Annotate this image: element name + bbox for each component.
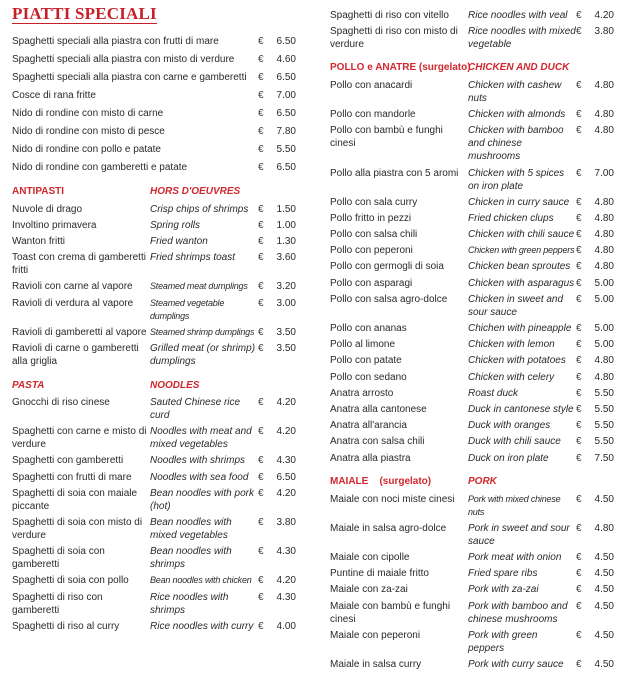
item-name-italian: Nuvole di drago — [12, 203, 83, 215]
item-name-english: Noodles with shrimps — [150, 455, 246, 467]
menu-item — [330, 566, 612, 582]
right-column — [330, 0, 612, 682]
section-title-english: CHICKEN AND DUCK — [468, 62, 570, 74]
item-name-italian: Wanton fritti — [12, 235, 65, 247]
item-name-italian: Ravioli con carne al vapore — [12, 281, 133, 293]
item-price: 6.50 — [276, 107, 296, 119]
item-name-italian: Pollo con salsa agro-dolce — [330, 293, 448, 305]
menu-item — [330, 582, 612, 598]
menu-item — [12, 573, 297, 589]
menu-item — [12, 201, 297, 217]
menu-item — [12, 469, 297, 485]
menu-item — [12, 217, 297, 233]
item-price: 4.20 — [276, 397, 296, 409]
item-name-english: Pork with mixed chinese nuts — [468, 493, 561, 517]
item-name-italian: Pollo con ananas — [330, 323, 407, 335]
item-name-english: Fried shrimps toast — [150, 252, 236, 264]
currency-symbol: € — [258, 71, 264, 83]
currency-symbol: € — [576, 261, 582, 273]
item-name-italian: Pollo con patate — [330, 355, 402, 367]
item-name-english: Pork meat with onion — [468, 552, 562, 564]
menu-section — [330, 61, 612, 466]
item-price: 6.50 — [276, 71, 296, 83]
section-title-english: NOODLES — [150, 379, 200, 391]
currency-symbol: € — [576, 493, 582, 505]
item-name-english: Chicken with bamboo and chinese mushrooms — [468, 125, 564, 163]
currency-symbol: € — [576, 420, 582, 432]
section-title-italian: PASTA — [12, 379, 45, 391]
currency-symbol: € — [576, 245, 582, 257]
menu-section — [12, 32, 297, 176]
item-price: 4.80 — [594, 109, 614, 121]
menu-item — [330, 194, 612, 210]
item-name-italian: Ravioli di verdura al vapore — [12, 297, 134, 309]
item-price: 1.30 — [276, 235, 296, 247]
currency-symbol: € — [258, 203, 264, 215]
currency-symbol: € — [258, 620, 264, 632]
menu-item — [12, 122, 297, 140]
menu-section — [12, 185, 297, 370]
item-name-english: Chicken with potatoes — [468, 355, 566, 367]
item-price: 6.50 — [276, 35, 296, 47]
currency-symbol: € — [258, 297, 264, 309]
currency-symbol: € — [258, 53, 264, 65]
left-column — [12, 0, 297, 643]
item-name-italian: Pollo fritto in pezzi — [330, 212, 412, 224]
item-name-english: Noodles with meat and mixed vegetables — [150, 426, 252, 451]
item-name-italian: Maiale con bambù e funghi cinesi — [330, 600, 451, 625]
item-name-italian: Ravioli di gamberetti al vapore — [12, 326, 147, 338]
item-name-english: Steamed vegetable dumplings — [150, 297, 225, 321]
item-name-italian: Gnocchi di riso cinese — [12, 397, 110, 409]
item-price: 5.00 — [594, 339, 614, 351]
currency-symbol: € — [576, 629, 582, 641]
item-price: 4.60 — [276, 53, 296, 65]
item-name-english: Noodles with sea food — [150, 471, 249, 483]
menu-item — [330, 7, 612, 23]
menu-item — [12, 395, 297, 424]
menu-item — [330, 123, 612, 165]
item-name-english: Pork with green peppers — [468, 629, 538, 654]
menu-item — [330, 353, 612, 369]
item-price: 4.30 — [276, 455, 296, 467]
currency-symbol: € — [576, 552, 582, 564]
menu-item — [330, 23, 612, 52]
currency-symbol: € — [576, 79, 582, 91]
currency-symbol: € — [258, 591, 264, 603]
section-header — [12, 185, 297, 198]
item-name-english: Pork in sweet and sour sauce — [468, 522, 570, 547]
item-name-english: Duck with chili sauce — [468, 436, 561, 448]
currency-symbol: € — [576, 323, 582, 335]
menu-item — [330, 320, 612, 336]
item-name-english: Chicken bean sproutes — [468, 261, 571, 273]
menu-item — [12, 104, 297, 122]
menu-item — [12, 340, 297, 369]
item-name-english: Fried spare ribs — [468, 568, 538, 580]
item-name-italian: Pollo con anacardi — [330, 79, 413, 91]
item-price: 4.30 — [276, 546, 296, 558]
item-name-italian: Spaghetti di riso al curry — [12, 620, 120, 632]
menu-item — [330, 450, 612, 466]
menu-item — [12, 485, 297, 514]
item-name-italian: Maiale con cipolle — [330, 552, 410, 564]
item-name-italian: Pollo con peperoni — [330, 245, 413, 257]
item-name-english: Fried chicken clups — [468, 212, 554, 224]
item-name-english: Fried wanton — [150, 235, 208, 247]
item-price: 7.80 — [276, 125, 296, 137]
currency-symbol: € — [576, 229, 582, 241]
item-price: 5.50 — [594, 387, 614, 399]
item-price: 4.30 — [276, 591, 296, 603]
item-price: 5.50 — [276, 143, 296, 155]
item-price: 3.80 — [594, 25, 614, 37]
item-name-english: Chicken with green peppers — [468, 245, 575, 256]
menu-item — [12, 295, 297, 324]
currency-symbol: € — [576, 9, 582, 21]
item-name-italian: Pollo con mandorle — [330, 109, 416, 121]
item-name-italian: Pollo con sedano — [330, 371, 407, 383]
currency-symbol: € — [576, 659, 582, 671]
item-name-italian: Spaghetti di soia con maiale piccante — [12, 487, 138, 512]
item-name-english: Duck in cantonese style — [468, 403, 574, 415]
item-name-italian: Nido di rondine con misto di carne — [12, 107, 164, 119]
item-price: 3.50 — [276, 342, 296, 354]
menu-item — [12, 158, 297, 176]
item-name-italian: Nido di rondine con gamberetti e patate — [12, 161, 188, 173]
item-name-italian: Pollo con asparagi — [330, 277, 413, 289]
currency-symbol: € — [576, 277, 582, 289]
section-title-italian: ANTIPASTI — [12, 186, 65, 197]
item-name-italian: Maiale con peperoni — [330, 629, 421, 641]
item-price: 4.20 — [276, 487, 296, 499]
menu-item — [330, 243, 612, 259]
menu-item — [330, 385, 612, 401]
item-name-english: Chichen with pineapple — [468, 323, 572, 335]
item-price: 7.00 — [276, 89, 296, 101]
item-name-english: Rice noodles with veal — [468, 9, 568, 21]
item-price: 4.50 — [594, 568, 614, 580]
currency-symbol: € — [576, 196, 582, 208]
item-name-english: Chicken in curry sauce — [468, 196, 570, 208]
item-name-italian: Spaghetti speciali alla piastra con frutti di mare — [12, 35, 219, 47]
menu-item — [330, 520, 612, 549]
item-name-italian: Spaghetti con frutti di mare — [12, 471, 132, 483]
currency-symbol: € — [576, 339, 582, 351]
item-price: 5.00 — [594, 323, 614, 335]
section-title-english: PORK — [468, 476, 497, 488]
item-price: 4.20 — [276, 426, 296, 438]
menu-item — [12, 589, 297, 618]
menu-section — [330, 475, 612, 673]
menu-item — [12, 514, 297, 543]
currency-symbol: € — [576, 355, 582, 367]
item-price: 4.50 — [594, 600, 614, 612]
item-price: 5.50 — [594, 420, 614, 432]
menu-item — [12, 32, 297, 50]
menu-item — [12, 233, 297, 249]
item-price: 4.00 — [276, 620, 296, 632]
item-price: 4.80 — [594, 229, 614, 241]
item-name-italian: Pollo con bambù e funghi cinesi — [330, 125, 443, 150]
currency-symbol: € — [258, 161, 264, 173]
item-price: 4.80 — [594, 125, 614, 137]
item-name-english: Chicken in sweet and sour sauce — [468, 293, 564, 318]
menu-item — [330, 656, 612, 672]
item-name-italian: Spaghetti di riso con misto di verdure — [330, 25, 458, 50]
currency-symbol: € — [258, 281, 264, 293]
item-price: 4.20 — [276, 575, 296, 587]
currency-symbol: € — [258, 575, 264, 587]
currency-symbol: € — [258, 143, 264, 155]
section-title-italian: MAIALE (surgelato) — [330, 476, 432, 488]
currency-symbol: € — [576, 436, 582, 448]
menu-item — [12, 86, 297, 104]
menu-item — [330, 627, 612, 656]
currency-symbol: € — [576, 600, 582, 612]
menu-item — [12, 453, 297, 469]
item-name-english: Grilled meat (or shrimp) dumplings — [150, 342, 256, 367]
menu-item — [330, 337, 612, 353]
item-name-italian: Pollo con sala curry — [330, 196, 418, 208]
item-name-english: Bean noodles with mixed vegetables — [150, 517, 232, 542]
item-price: 7.50 — [594, 452, 614, 464]
item-name-italian: Cosce di rana fritte — [12, 89, 96, 101]
item-name-english: Chicken with cashew nuts — [468, 79, 562, 104]
item-price: 3.50 — [276, 326, 296, 338]
menu-item — [330, 598, 612, 627]
item-price: 4.50 — [594, 659, 614, 671]
menu-item — [330, 259, 612, 275]
item-price: 4.80 — [594, 79, 614, 91]
item-name-english: Rice noodles with curry — [150, 620, 254, 632]
section-header — [12, 379, 297, 392]
menu-item — [330, 491, 612, 520]
item-name-english: Chicken with almonds — [468, 109, 566, 121]
item-name-english: Steamed shrimp dumplings — [150, 326, 255, 337]
menu-item — [330, 77, 612, 106]
item-name-english: Bean noodles with pork (hot) — [150, 487, 254, 512]
currency-symbol: € — [258, 107, 264, 119]
item-price: 7.00 — [594, 167, 614, 179]
item-price: 1.00 — [276, 219, 296, 231]
item-price: 4.50 — [594, 629, 614, 641]
currency-symbol: € — [258, 326, 264, 338]
currency-symbol: € — [576, 584, 582, 596]
item-price: 3.00 — [276, 297, 296, 309]
item-name-italian: Spaghetti speciali alla piastra con misto di verdure — [12, 53, 235, 65]
item-price: 5.50 — [594, 436, 614, 448]
menu-item — [330, 418, 612, 434]
menu-item — [12, 324, 297, 340]
item-price: 4.50 — [594, 584, 614, 596]
menu-item — [330, 550, 612, 566]
menu-title: PIATTI SPECIALI — [12, 4, 157, 23]
item-name-italian: Anatra all'arancia — [330, 420, 407, 432]
item-price: 3.60 — [276, 252, 296, 264]
item-name-italian: Anatra alla cantonese — [330, 403, 427, 415]
item-price: 4.50 — [594, 552, 614, 564]
section-title-italian: POLLO e ANATRE (surgelato) — [330, 62, 471, 74]
item-name-italian: Nido di rondine con misto di pesce — [12, 125, 165, 137]
currency-symbol: € — [576, 452, 582, 464]
section-header — [330, 61, 612, 74]
item-name-italian: Anatra arrosto — [330, 387, 394, 399]
item-name-italian: Spaghetti di riso con gamberetti — [12, 591, 103, 616]
item-name-english: Chicken with chili sauce — [468, 229, 575, 241]
section-header — [330, 475, 612, 488]
menu-section — [330, 7, 612, 52]
item-name-italian: Toast con crema di gamberetti fritti — [12, 252, 146, 277]
item-name-italian: Spaghetti speciali alla piastra con carne e gamberetti — [12, 71, 247, 83]
item-price: 3.20 — [276, 281, 296, 293]
item-name-italian: Spaghetti di soia con gamberetti — [12, 546, 105, 571]
menu-item — [12, 140, 297, 158]
section-title-english: HORS D'OEUVRES — [150, 186, 241, 197]
currency-symbol: € — [576, 293, 582, 305]
item-name-italian: Spaghetti con carne e misto di verdure — [12, 426, 147, 451]
item-name-english: Crisp chips of shrimps — [150, 203, 249, 215]
item-price: 4.80 — [594, 355, 614, 367]
currency-symbol: € — [258, 487, 264, 499]
item-name-italian: Spaghetti di soia con misto di verdure — [12, 517, 143, 542]
item-price: 6.50 — [276, 161, 296, 173]
item-name-english: Bean noodles with shrimps — [150, 546, 232, 571]
item-name-english: Spring rolls — [150, 219, 201, 231]
item-name-english: Duck with oranges — [468, 420, 551, 432]
currency-symbol: € — [258, 546, 264, 558]
item-price: 5.50 — [594, 403, 614, 415]
item-price: 4.80 — [594, 245, 614, 257]
menu-item — [330, 291, 612, 320]
menu-item — [12, 50, 297, 68]
item-name-english: Chicken with lemon — [468, 339, 555, 351]
menu-item — [12, 618, 297, 634]
currency-symbol: € — [576, 125, 582, 137]
item-price: 4.80 — [594, 522, 614, 534]
item-price: 4.50 — [594, 493, 614, 505]
item-name-italian: Pollo al limone — [330, 339, 396, 351]
currency-symbol: € — [576, 109, 582, 121]
menu-item — [330, 165, 612, 194]
menu-item — [12, 250, 297, 279]
item-name-italian: Nido di rondine con pollo e patate — [12, 143, 161, 155]
currency-symbol: € — [576, 387, 582, 399]
item-name-english: Sauted Chinese rice curd — [150, 397, 241, 422]
currency-symbol: € — [576, 167, 582, 179]
item-name-italian: Anatra con salsa chili — [330, 436, 425, 448]
currency-symbol: € — [258, 517, 264, 529]
item-name-english: Pork with bamboo and chinese mushrooms — [468, 600, 568, 625]
item-price: 5.00 — [594, 277, 614, 289]
currency-symbol: € — [258, 397, 264, 409]
item-price: 1.50 — [276, 203, 296, 215]
item-price: 4.80 — [594, 196, 614, 208]
menu-item — [12, 279, 297, 295]
item-name-italian: Spaghetti con gamberetti — [12, 455, 124, 467]
item-name-english: Roast duck — [468, 387, 519, 399]
menu-item — [12, 424, 297, 453]
currency-symbol: € — [258, 455, 264, 467]
currency-symbol: € — [258, 252, 264, 264]
currency-symbol: € — [576, 212, 582, 224]
item-name-italian: Pollo con salsa chili — [330, 229, 418, 241]
item-name-english: Pork with za-zai — [468, 584, 539, 596]
item-name-italian: Ravioli di carne o gamberetti alla griglia — [12, 342, 139, 367]
currency-symbol: € — [258, 125, 264, 137]
menu-item — [330, 401, 612, 417]
currency-symbol: € — [576, 522, 582, 534]
currency-symbol: € — [576, 371, 582, 383]
currency-symbol: € — [576, 403, 582, 415]
item-name-english: Chicken with celery — [468, 371, 555, 383]
item-price: 4.80 — [594, 371, 614, 383]
item-price: 4.20 — [594, 9, 614, 21]
menu-item — [330, 275, 612, 291]
currency-symbol: € — [576, 568, 582, 580]
item-price: 6.50 — [276, 471, 296, 483]
menu-item — [12, 544, 297, 573]
item-name-english: Pork with curry sauce — [468, 659, 564, 671]
item-name-italian: Pollo con germogli di soia — [330, 261, 444, 273]
item-price: 4.80 — [594, 261, 614, 273]
currency-symbol: € — [576, 25, 582, 37]
item-name-english: Rice noodles with shrimps — [150, 591, 229, 616]
currency-symbol: € — [258, 89, 264, 101]
menu-item — [330, 227, 612, 243]
menu-section — [12, 379, 297, 635]
currency-symbol: € — [258, 342, 264, 354]
item-name-italian: Involtino primavera — [12, 219, 97, 231]
item-name-italian: Maiale in salsa agro-dolce — [330, 522, 447, 534]
item-name-italian: Pollo alla piastra con 5 aromi — [330, 167, 459, 179]
item-price: 4.80 — [594, 212, 614, 224]
item-name-italian: Anatra alla piastra — [330, 452, 411, 464]
item-name-english: Chicken with asparagus — [468, 277, 575, 289]
item-name-italian: Spaghetti di riso con vitello — [330, 9, 449, 21]
currency-symbol: € — [258, 471, 264, 483]
item-name-italian: Puntine di maiale fritto — [330, 568, 429, 580]
item-name-english: Rice noodles with mixed vegetable — [468, 25, 576, 50]
item-name-english: Chicken with 5 spices on iron plate — [468, 167, 565, 192]
currency-symbol: € — [258, 235, 264, 247]
item-name-italian: Maiale con noci miste cinesi — [330, 493, 455, 505]
item-price: 5.00 — [594, 293, 614, 305]
item-name-italian: Maiale in salsa curry — [330, 659, 422, 671]
item-name-english: Duck on iron plate — [468, 452, 549, 464]
currency-symbol: € — [258, 426, 264, 438]
menu-item — [330, 369, 612, 385]
item-name-italian: Maiale con za-zai — [330, 584, 408, 596]
item-name-italian: Spaghetti di soia con pollo — [12, 575, 129, 587]
currency-symbol: € — [258, 219, 264, 231]
menu-item — [330, 210, 612, 226]
menu-item — [12, 68, 297, 86]
item-price: 3.80 — [276, 517, 296, 529]
item-name-english: Steamed meat dumplings — [150, 281, 248, 292]
menu-item — [330, 434, 612, 450]
currency-symbol: € — [258, 35, 264, 47]
item-name-english: Bean noodles with chicken — [150, 575, 252, 586]
menu-item — [330, 107, 612, 123]
